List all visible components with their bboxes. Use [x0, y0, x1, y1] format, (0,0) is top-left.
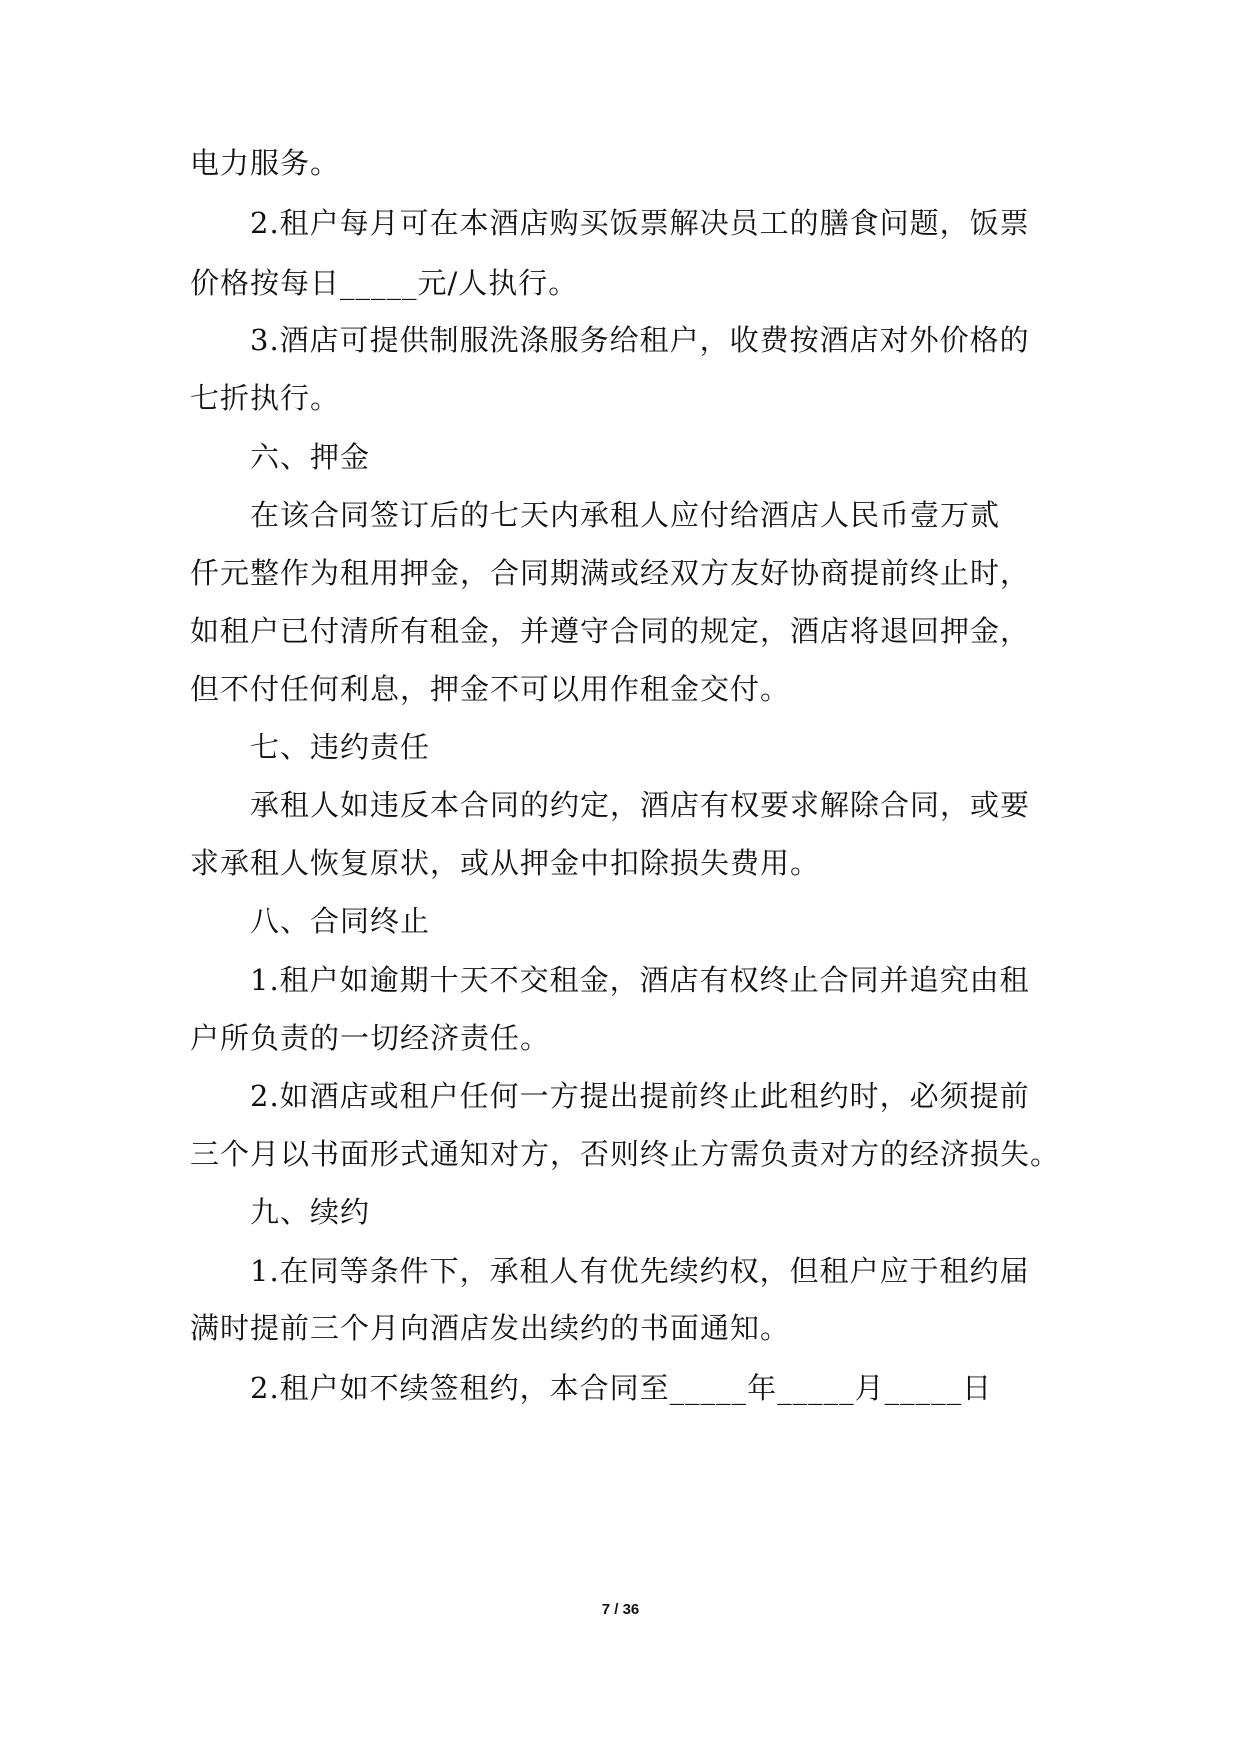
paragraph-line: 承租人如违反本合同的约定，酒店有权要求解除合同，或要 [250, 788, 1031, 822]
section-heading: 七、违约责任 [250, 730, 431, 764]
paragraph-line: 2.如酒店或租户任何一方提出提前终止此租约时，必须提前 [250, 1079, 1030, 1113]
paragraph-line: 电力服务。 [190, 146, 341, 180]
paragraph-line: 价格按每日_____元/人执行。 [190, 266, 579, 300]
paragraph-line: 仟元整作为租用押金，合同期满或经双方友好协商提前终止时， [190, 556, 1031, 590]
paragraph-line: 2.租户如不续签租约，本合同至_____年_____月_____日 [250, 1371, 993, 1405]
paragraph-line: 七折执行。 [190, 381, 341, 415]
section-heading: 六、押金 [250, 440, 371, 474]
paragraph-line: 满时提前三个月向酒店发出续约的书面通知。 [190, 1311, 791, 1345]
paragraph-line: 但不付任何利息，押金不可以用作租金交付。 [190, 672, 791, 706]
paragraph-line: 1.租户如逾期十天不交租金，酒店有权终止合同并追究由租 [250, 963, 1030, 997]
paragraph-line: 户所负责的一切经济责任。 [190, 1021, 551, 1055]
page-number: 7 / 36 [601, 1601, 640, 1618]
paragraph-line: 3.酒店可提供制服洗涤服务给租户，收费按酒店对外价格的 [250, 323, 1030, 357]
paragraph-line: 求承租人恢复原状，或从押金中扣除损失费用。 [190, 846, 821, 880]
paragraph-line: 三个月以书面形式通知对方，否则终止方需负责对方的经济损失。 [190, 1137, 1061, 1171]
section-heading: 九、续约 [250, 1195, 371, 1229]
section-heading: 八、合同终止 [250, 904, 431, 938]
paragraph-line: 1.在同等条件下，承租人有优先续约权，但租户应于租约届 [250, 1254, 1030, 1288]
paragraph-line: 2.租户每月可在本酒店购买饭票解决员工的膳食问题，饭票 [250, 206, 1030, 240]
paragraph-line: 在该合同签订后的七天内承租人应付给酒店人民币壹万贰 [250, 498, 1001, 532]
paragraph-line: 如租户已付清所有租金，并遵守合同的规定，酒店将退回押金， [190, 614, 1031, 648]
